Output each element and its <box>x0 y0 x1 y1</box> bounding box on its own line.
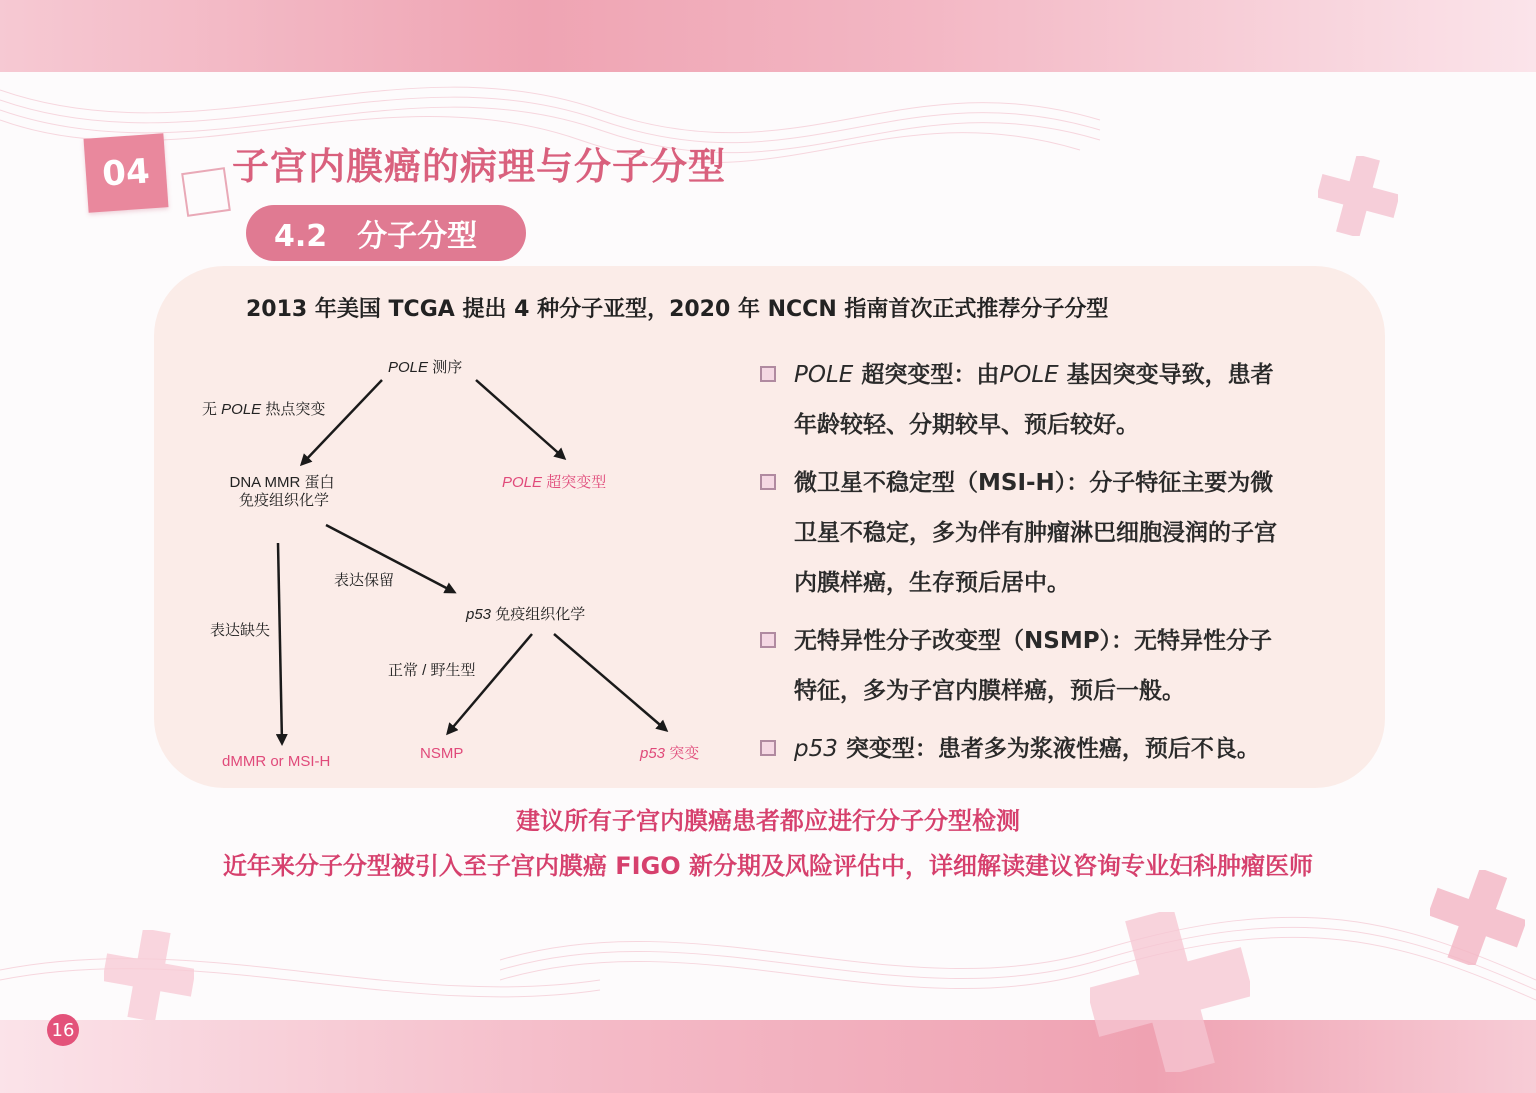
bullet-line: 卫星不稳定，多为伴有肿瘤淋巴细胞浸润的子宫 <box>794 520 1277 546</box>
list-item-p53 <box>760 724 1360 774</box>
bullet-square-icon <box>760 740 776 756</box>
decorative-outline-square <box>181 167 231 217</box>
node-mmr-ihc-line2: 免疫组织化学 <box>238 492 330 509</box>
bullet-line: p53 突变型：患者多为浆液性癌，预后不良。 <box>794 736 1260 762</box>
page-number: 16 <box>47 1014 79 1046</box>
panel-heading: 2013 年美国 TCGA 提出 4 种分子亚型，2020 年 NCCN 指南首次正式推荐分子分型 <box>246 297 1109 322</box>
decorative-cross <box>104 930 194 1020</box>
recommendation-line-2: 近年来分子分型被引入至子宫内膜癌 FIGO 新分期及风险评估中，详细解读建议咨询专业妇科肿瘤医师 <box>222 852 1314 880</box>
edge-label-no-hotspot: 无 POLE 热点突变 <box>202 401 326 418</box>
node-dmmr-msih: dMMR or MSI-H <box>222 753 331 770</box>
arrow-to-p53-mutant <box>554 634 666 730</box>
bullet-square-icon <box>760 366 776 382</box>
bullet-square-icon <box>760 474 776 490</box>
recommendation-line-1: 建议所有子宫内膜癌患者都应进行分子分型检测 <box>516 807 1020 835</box>
bullet-line: 年龄较轻、分期较早、预后较好。 <box>794 412 1139 438</box>
node-pole-sequencing: POLE 测序 <box>388 359 463 376</box>
edge-label-normal-wildtype: 正常 / 野生型 <box>388 662 476 679</box>
bullet-line: 微卫星不稳定型（MSI-H）：分子特征主要为微 <box>794 470 1274 496</box>
decorative-cross <box>1318 156 1398 236</box>
node-pole-ultramutated: POLE 超突变型 <box>502 474 607 491</box>
list-item-pole <box>760 350 1360 450</box>
decorative-cross <box>1430 870 1525 965</box>
bullet-line: 特征，多为子宫内膜样癌，预后一般。 <box>794 678 1185 704</box>
page-title: 子宫内膜癌的病理与分子分型 <box>232 145 726 188</box>
node-nsmp: NSMP <box>420 745 464 762</box>
edge-label-expression-lost: 表达缺失 <box>210 622 271 639</box>
node-p53-ihc: p53 免疫组织化学 <box>466 606 586 623</box>
list-item-msi-h <box>760 458 1360 608</box>
node-mmr-ihc-line1: DNA MMR 蛋白 <box>229 474 335 491</box>
subsection-title: 4.2 分子分型 <box>246 205 526 261</box>
arrow-to-pole-ultramutated <box>476 380 564 458</box>
bullet-square-icon <box>760 632 776 648</box>
list-item-nsmp <box>760 616 1360 716</box>
arrow-to-nsmp <box>448 634 532 733</box>
decorative-cross <box>1090 912 1250 1072</box>
bullet-line: 无特异性分子改变型（NSMP）：无特异性分子 <box>794 628 1273 654</box>
molecular-classification-flowchart <box>154 340 754 780</box>
node-p53-mutant: p53 突变 <box>640 745 700 762</box>
arrow-to-mmr <box>302 380 382 464</box>
subtype-description-list <box>760 350 1360 782</box>
bullet-line: 内膜样癌，生存预后居中。 <box>794 570 1070 596</box>
edge-label-expression-retained: 表达保留 <box>334 572 395 589</box>
arrow-to-dmmr <box>278 543 282 743</box>
section-number-badge: 04 <box>84 133 169 212</box>
bullet-line: POLE 超突变型：由POLE 基因突变导致，患者 <box>794 362 1274 388</box>
